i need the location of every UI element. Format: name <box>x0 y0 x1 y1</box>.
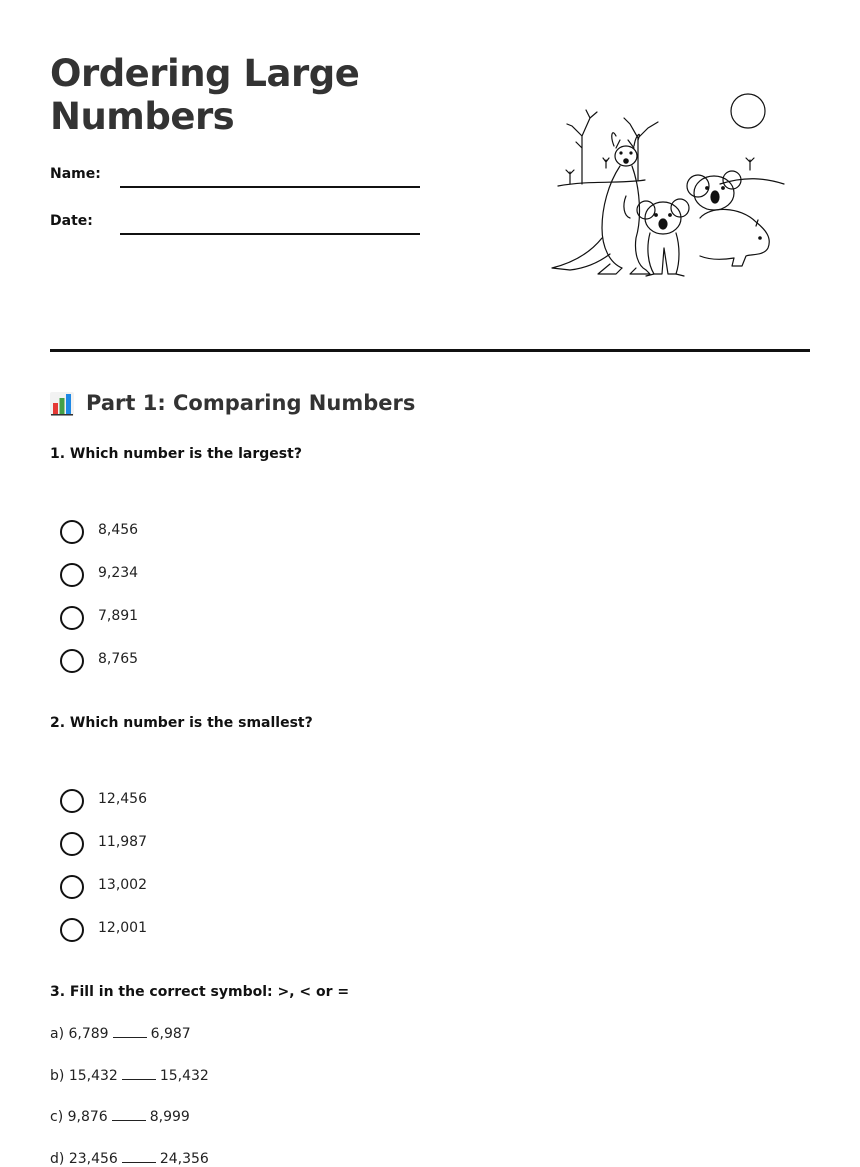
australian-animals-illustration <box>550 88 790 283</box>
option-item[interactable] <box>60 596 138 639</box>
title-line-2: Numbers <box>50 95 235 138</box>
radio-button[interactable] <box>60 520 84 544</box>
koala-cub-drawing <box>637 199 689 276</box>
right-number: 6,987 <box>150 1026 191 1042</box>
radio-button[interactable] <box>60 606 84 630</box>
answer-blank[interactable] <box>113 1025 147 1038</box>
sun-icon <box>731 94 765 128</box>
sprout-1 <box>566 170 574 184</box>
question-3-prompt: 3. Fill in the correct symbol: >, < or = <box>50 984 350 1000</box>
question-2-options <box>60 779 147 951</box>
date-label: Date: <box>50 213 93 229</box>
option-label: 12,001 <box>98 919 147 936</box>
left-number: 9,876 <box>67 1109 108 1125</box>
left-number: 23,456 <box>68 1151 118 1167</box>
radio-button[interactable] <box>60 789 84 813</box>
name-label: Name: <box>50 166 101 182</box>
answer-blank[interactable] <box>122 1150 156 1163</box>
option-item[interactable] <box>60 908 147 951</box>
item-label: b) <box>50 1068 65 1084</box>
question-2-prompt: 2. Which number is the smallest? <box>50 715 313 731</box>
bar-chart-icon <box>50 390 74 416</box>
option-item[interactable] <box>60 822 147 865</box>
option-label: 7,891 <box>98 607 139 624</box>
header-divider <box>50 349 810 352</box>
right-number: 24,356 <box>159 1151 209 1167</box>
right-number: 15,432 <box>159 1068 209 1084</box>
koala-drawing <box>687 171 741 210</box>
comparison-item <box>50 1067 209 1084</box>
item-label: c) <box>50 1109 64 1125</box>
item-label: d) <box>50 1151 65 1167</box>
comparison-item <box>50 1150 209 1167</box>
section-heading <box>50 390 415 416</box>
option-label: 12,456 <box>98 790 147 807</box>
answer-blank[interactable] <box>122 1067 156 1080</box>
radio-button[interactable] <box>60 918 84 942</box>
option-label: 11,987 <box>98 833 147 850</box>
radio-button[interactable] <box>60 649 84 673</box>
date-line[interactable] <box>120 233 420 235</box>
name-field[interactable] <box>50 166 420 182</box>
option-item[interactable] <box>60 510 138 553</box>
comparison-item <box>50 1108 190 1125</box>
answer-blank[interactable] <box>112 1108 146 1121</box>
radio-button[interactable] <box>60 832 84 856</box>
option-item[interactable] <box>60 553 138 596</box>
item-label: a) <box>50 1026 65 1042</box>
name-line[interactable] <box>120 186 420 188</box>
option-label: 8,765 <box>98 650 139 667</box>
option-item[interactable] <box>60 865 147 908</box>
option-label: 9,234 <box>98 564 139 581</box>
hill-line <box>558 179 784 186</box>
comparison-item <box>50 1025 191 1042</box>
question-1-prompt: 1. Which number is the largest? <box>50 446 302 462</box>
option-item[interactable] <box>60 639 138 682</box>
option-label: 8,456 <box>98 521 139 538</box>
sprout-2 <box>746 158 754 170</box>
question-1-options <box>60 510 138 682</box>
option-label: 13,002 <box>98 876 147 893</box>
right-number: 8,999 <box>149 1109 190 1125</box>
tree-right <box>624 118 658 180</box>
left-number: 6,789 <box>68 1026 109 1042</box>
title-line-1: Ordering Large <box>50 52 360 95</box>
radio-button[interactable] <box>60 563 84 587</box>
wombat-drawing <box>700 209 769 266</box>
option-item[interactable] <box>60 779 147 822</box>
kangaroo-drawing <box>552 133 650 274</box>
sprout-3 <box>603 158 609 168</box>
radio-button[interactable] <box>60 875 84 899</box>
section-title: Part 1: Comparing Numbers <box>86 391 416 415</box>
left-number: 15,432 <box>68 1068 118 1084</box>
page-title <box>50 52 359 138</box>
date-field[interactable] <box>50 213 420 229</box>
